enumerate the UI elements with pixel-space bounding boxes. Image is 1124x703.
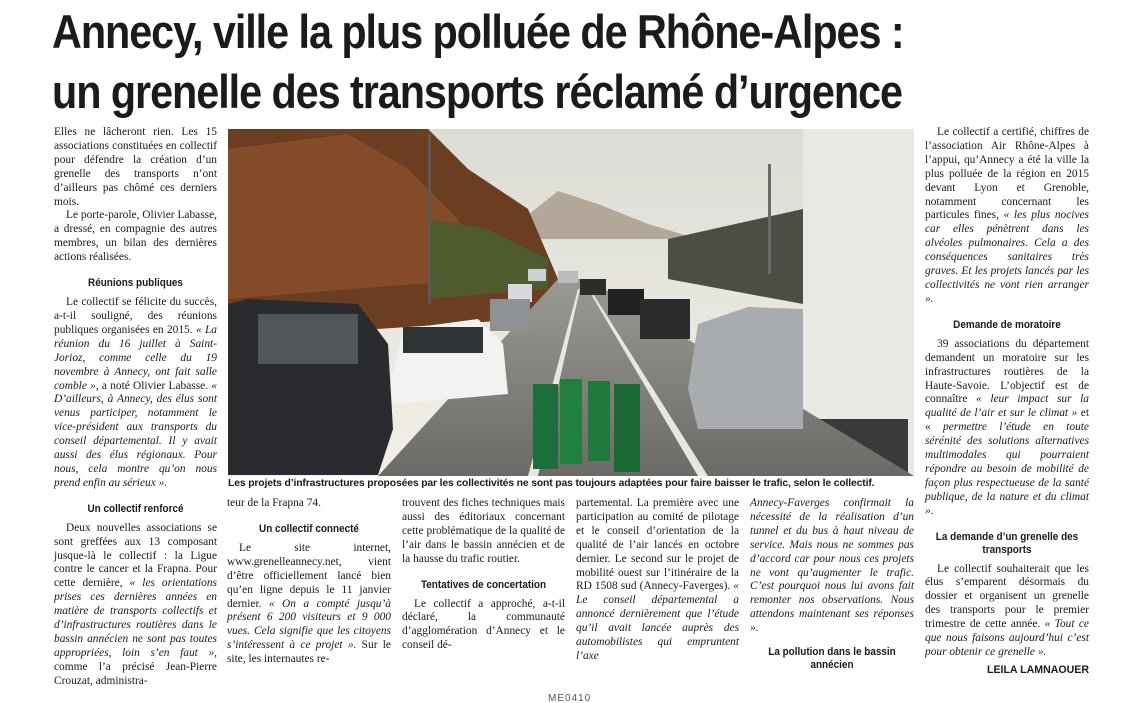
- page-folio: ME0410: [548, 693, 592, 703]
- subhead-grenelle: La demande d’un grenelle des transports: [935, 530, 1079, 556]
- subhead-reunions: Réunions publiques: [88, 277, 183, 290]
- paragraph: Deux nouvelles associations se sont greffées aux 13 composant jusque-là le collectif : la Ligue contre le cancer et la Frapna. Pour cette dernière, « les orientations prises ces dernières années en matière de transports collectifs et d’infrastructures routières dans le bassin annécien ne sont pas toutes appropriées, loin s’en faut », comme l’a précisé Jean-Pierre Crouzat, administra-: [54, 521, 217, 687]
- column-6: [925, 126, 1089, 678]
- paragraph: Le site internet, www.grenelleannecy.net, vient d’être officiellement lancé bien qu’en ligne depuis le 11 janvier dernier. « On a compté jusqu’à présent 6 200 visiteurs et 9 000 vues. Cela signifie que les citoyens s’intéressent à ce projet ». Sur le site, les internautes re-: [227, 541, 391, 666]
- headline-line-2: un grenelle des transports réclamé d’urgence: [52, 65, 902, 118]
- paragraph: Le porte-parole, Olivier Labasse, a dressé, en compagnie des autres membres, un bilan des dernières actions réalisées.: [54, 209, 217, 264]
- paragraph: Le collectif a approché, a-t-il déclaré, la communauté d’agglomération d’Annecy et le conseil dé-: [402, 597, 565, 652]
- column-3: [402, 497, 565, 653]
- photo-caption: Les projets d’infrastructures proposées par les collectivités ne sont pas toujours adaptées pour faire baisser le trafic, selon le collectif.: [228, 478, 875, 489]
- headline: [52, 2, 932, 122]
- paragraph: Annecy-Faverges confirmait la nécessité de la réalisation d’un tunnel et du bus à haut niveau de service. Mais nous ne sommes pas d’accord car pour nous ces projets ne vont qu’augmenter le trafic. C’est pourquoi nous lui avons fait remonter nos observations. Nous attendons maintenant ses réponses ».: [750, 497, 914, 635]
- paragraph: teur de la Frapna 74.: [227, 497, 321, 509]
- subhead-collectif-renforce: Un collectif renforcé: [87, 502, 184, 515]
- paragraph: partemental. La première avec une participation au comité de pilotage et le conseil d’orientation de la qualité de l’air lancés en octobre dernier. Le second sur le projet de mobilité ouest sur l’itinéraire de la RD 1508 sud (Annecy-Faverges). « Le conseil départemental a annoncé dernièrement que l’étude qu’il avait lancée auprès des automobilistes qui empruntent l’axe: [576, 497, 739, 662]
- paragraph: Le collectif se félicite du succès, a-t-il souligné, des réunions publiques organisées en 2015. « La réunion du 16 juillet à Saint-Jorioz, comme celle du 19 novembre à Annecy, ont fait salle comble », a noté Olivier Labasse. « D’ailleurs, à Annecy, des élus sont venus participer, notamment le vice-président aux transports du conseil départemental. Il y avait aussi des élus régionaux. Pour nous, cela montre qu’on nous prend enfin au sérieux ».: [54, 296, 218, 489]
- paragraph: trouvent des fiches techniques mais aussi des éditoriaux concernant cette problématique de la qualité de l’air dans le bassin annécien et de la hausse du trafic routier.: [402, 497, 565, 565]
- subhead-collectif-connecte: Un collectif connecté: [259, 522, 359, 535]
- subhead-pollution: La pollution dans le bassin annécien: [768, 646, 896, 672]
- column-2: [227, 497, 391, 667]
- paragraph: Le collectif souhaiterait que les élus s’emparent désormais du dossier et organisent un grenelle des transports pour le premier trimestre de cette année. « Tout ce que nous faisons aujourd’hui c’est pour obtenir ce grenelle ».: [925, 562, 1089, 658]
- subhead-concertation: Tentatives de concertation: [420, 578, 547, 591]
- traffic-jam-image: [228, 129, 914, 476]
- column-1: [54, 126, 217, 689]
- headline-line-1: Annecy, ville la plus polluée de Rhône-Alpes :: [52, 5, 904, 58]
- author-signature: LEILA LAMNAOUER: [986, 663, 1089, 676]
- column-4: [576, 497, 739, 664]
- paragraph: Elles ne lâcheront rien. Les 15 associations constituées en collectif pour défendre la création d’un grenelle des transports n’ont d’ailleurs pas chômé ces derniers mois.: [54, 126, 217, 208]
- subhead-moratoire: Demande de moratoire: [953, 318, 1061, 331]
- paragraph: Le collectif a certifié, chiffres de l’association Air Rhône-Alpes à l’appui, qu’Annecy a été la ville la plus polluée de la région en 2015 devant Lyon et Grenoble, notamment concernant les particules fines, « les plus nocives car elles pénètrent dans les alvéoles pulmonaires. Cela a des conséquences sanitaires très graves. Et les projets lancés par les collectivités ne vont rien arranger ».: [925, 126, 1089, 305]
- traffic-photo: [228, 129, 914, 476]
- column-5: [750, 497, 914, 678]
- paragraph: 39 associations du département demandent un moratoire sur les infrastructures routières de la Haute-Savoie. L’objectif est de connaître « leur impact sur la qualité de l’air et sur le climat » et « permettre l’étude en toute sérénité des solutions alternatives multimodales qui pourraient répondre au besoin de mobilité de façon plus respectueuse de la santé publique, de la nature et du climat ».: [925, 337, 1089, 517]
